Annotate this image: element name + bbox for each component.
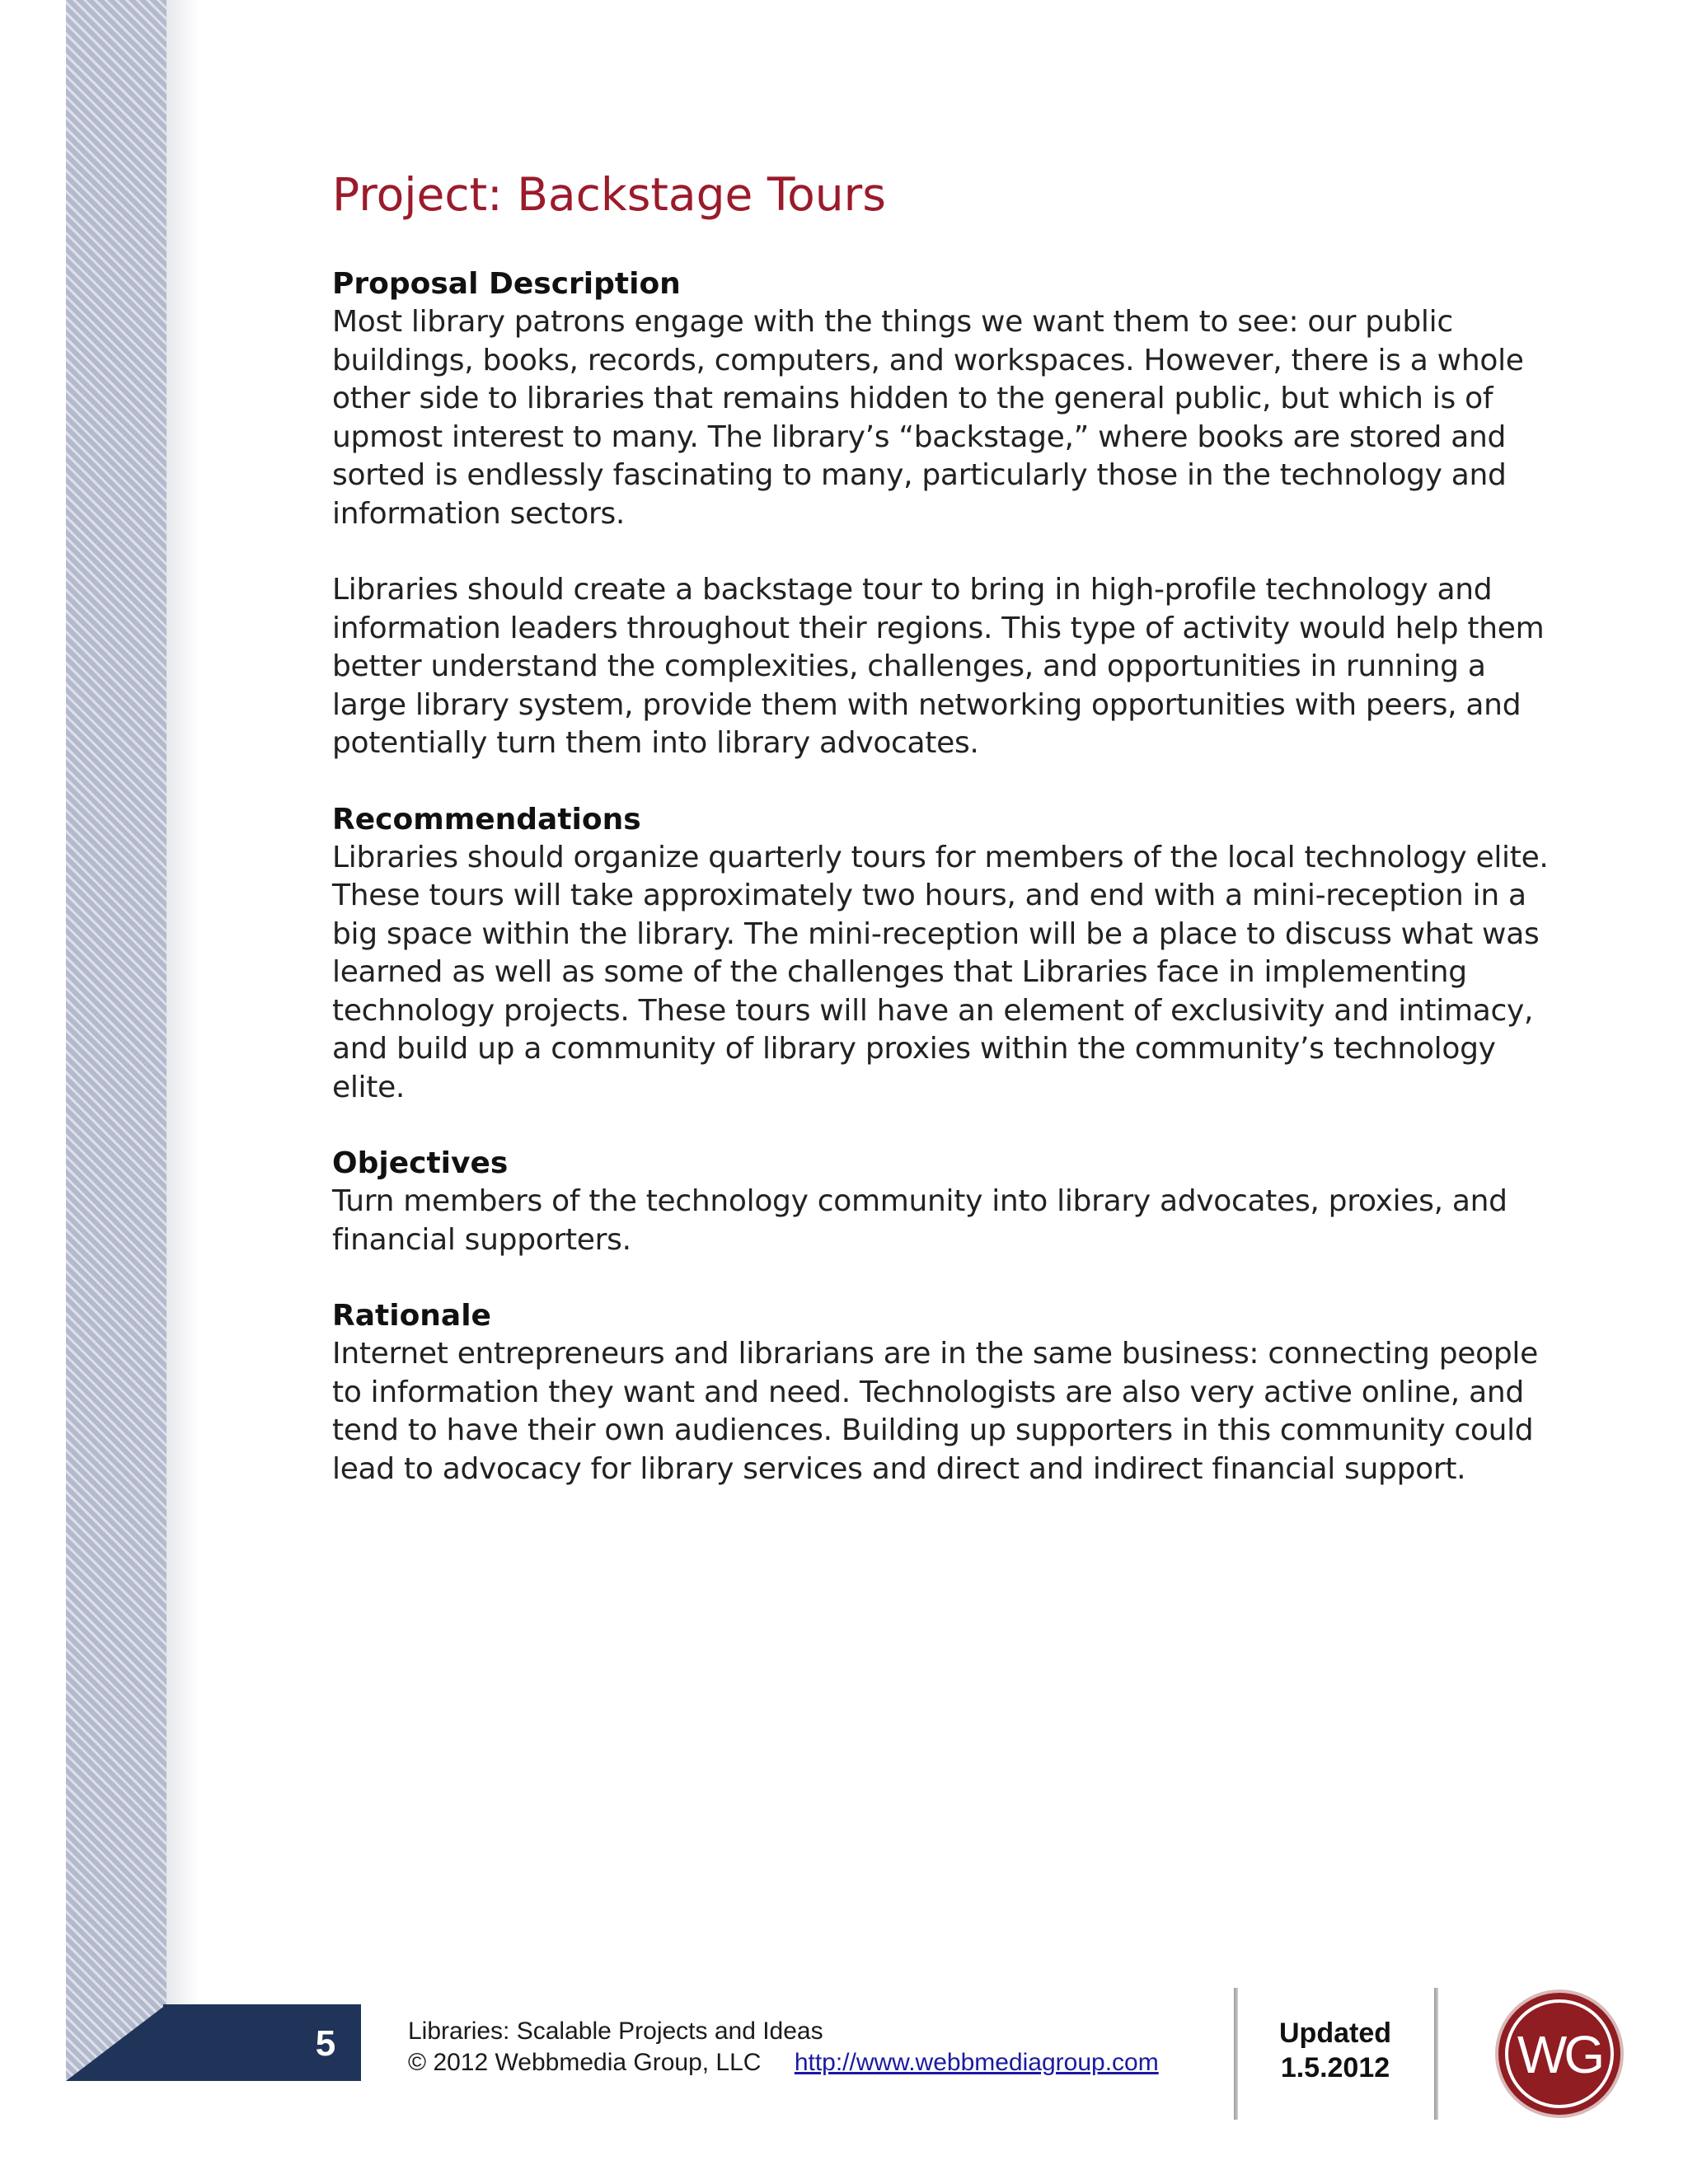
section-heading: Rationale (332, 1299, 491, 1333)
decorative-side-band (66, 0, 166, 2081)
section-objectives (332, 1145, 1552, 1259)
footer-divider (1234, 1988, 1238, 2120)
paragraph: Internet entrepreneurs and librarians are in the same business: connecting people to information they want and need. Technologists are also very active online, and tend to have their own audiences. Building up supporters in this community could lead to advocacy for library services and direct and indirect financial support. (332, 1337, 1538, 1486)
website-link[interactable]: http://www.webbmediagroup.com (794, 2049, 1159, 2076)
paragraph: Most library patrons engage with the things we want them to see: our public buildings, books, records, computers, and workspaces. However, there is a whole other side to libraries that remains hidden to the general public, but which is of upmost interest to many. The library’s “backstage,” where books are stored and sorted is endlessly fascinating to many, particularly those in the technology and information sectors. (332, 305, 1524, 531)
section-recommendations (332, 801, 1552, 1108)
updated-label: Updated (1279, 2018, 1391, 2049)
side-band-shadow (166, 0, 199, 2081)
footer-copyright: © 2012 Webbmedia Group, LLC (408, 2049, 762, 2076)
document-body (332, 165, 1552, 1488)
updated-block (1253, 2016, 1418, 2085)
footer-copyright-line (408, 2047, 1159, 2079)
updated-date: 1.5.2012 (1280, 2052, 1390, 2083)
webbmedia-logo (1493, 1988, 1625, 2123)
paragraph: Turn members of the technology community into library advocates, proxies, and financial supporters. (332, 1184, 1507, 1257)
section-heading: Objectives (332, 1146, 509, 1180)
footer-divider (1434, 1988, 1438, 2120)
section-heading: Proposal Description (332, 267, 681, 301)
footer-doc-title: Libraries: Scalable Projects and Ideas (408, 2018, 823, 2045)
footer-text (408, 2016, 1159, 2079)
section-heading: Recommendations (332, 802, 641, 837)
section-proposal-description (332, 265, 1552, 763)
page-number: 5 (315, 2023, 336, 2064)
paragraph: Libraries should create a backstage tour to bring in high-profile technology and information leaders throughout their regions. This type of activity would help them better understand the complexities, challenges, and opportunities in running a large library system, provide them with networking opportunities with peers, and potentially turn them into library advocates. (332, 573, 1545, 760)
section-rationale (332, 1297, 1552, 1488)
page-title: Project: Backstage Tours (332, 168, 886, 221)
logo-text: WG (1517, 2025, 1602, 2084)
paragraph: Libraries should organize quarterly tours for members of the local technology elite. These tours will take approximately two hours, and end with a mini-reception in a big space within the library. The mini-reception will be a place to discuss what was learned as well as some of the challenges that Libraries face in implementing technology projects. These tours will have an element of exclusivity and intimacy, and build up a community of library proxies within the community’s technology elite. (332, 840, 1549, 1104)
